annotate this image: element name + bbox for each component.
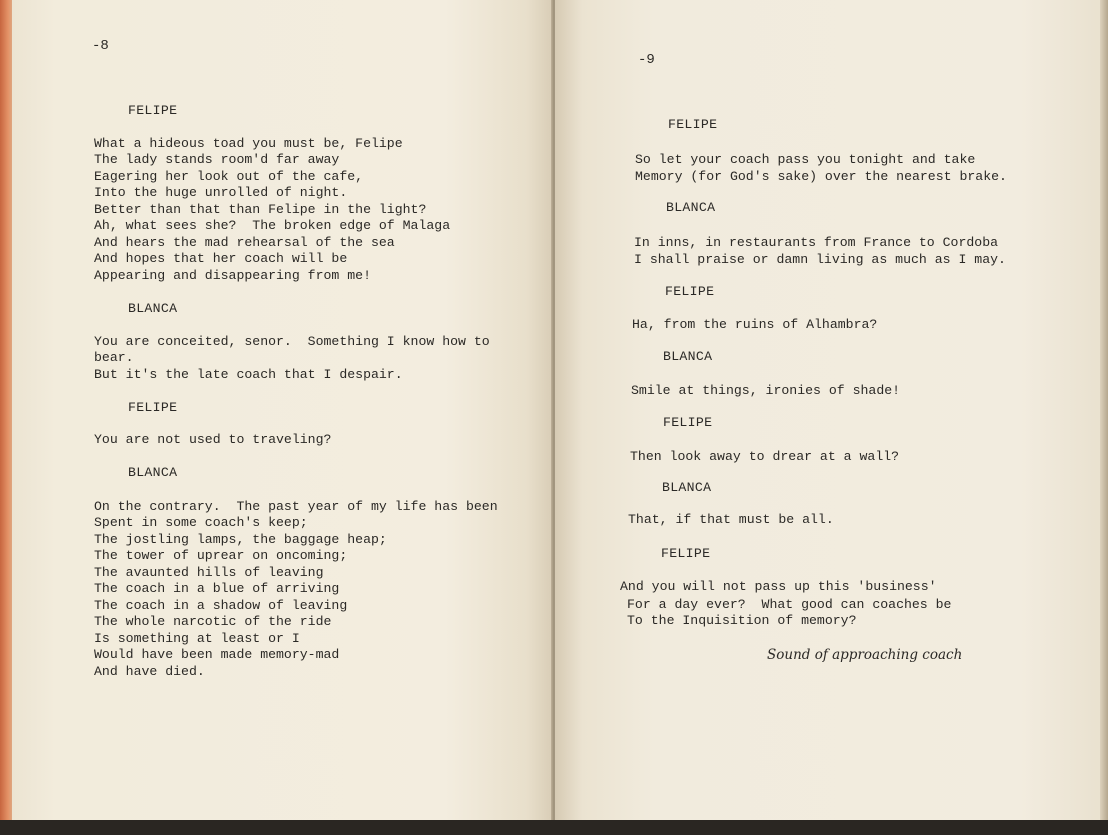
dialogue-line: And hears the mad rehearsal of the sea [94, 235, 395, 250]
dialogue-line: What a hideous toad you must be, Felipe [94, 136, 403, 151]
dialogue-line: And have died. [94, 664, 205, 679]
dialogue-line: You are not used to traveling? [94, 432, 332, 447]
speaker-name: BLANCA [662, 480, 712, 495]
speaker-name: FELIPE [665, 284, 715, 299]
page-number: -9 [638, 52, 655, 68]
dialogue-line: Smile at things, ironies of shade! [631, 383, 901, 398]
dialogue-line: The coach in a shadow of leaving [94, 598, 348, 613]
speaker-name: FELIPE [661, 546, 711, 561]
dialogue-line: Memory (for God's sake) over the nearest brake. [635, 169, 1007, 184]
speaker-name: FELIPE [663, 415, 713, 430]
dialogue-line: Appearing and disappearing from me! [94, 268, 371, 283]
dialogue-line: And you will not pass up this 'business' [620, 579, 937, 594]
dialogue-line: You are conceited, senor. Something I know how to [94, 334, 490, 349]
dialogue-line: On the contrary. The past year of my life has been [94, 499, 498, 514]
dialogue-line: The tower of uprear on oncoming; [94, 548, 348, 563]
speaker-name: BLANCA [663, 349, 713, 364]
dialogue-line: The lady stands room'd far away [94, 152, 340, 167]
dialogue-line: Ah, what sees she? The broken edge of Malaga [94, 218, 451, 233]
dialogue-line: For a day ever? What good can coaches be [627, 597, 952, 612]
dialogue-line: Is something at least or I [94, 631, 300, 646]
left-page [12, 0, 554, 822]
stage-direction: Sound of approaching coach [767, 647, 963, 663]
dialogue-line: And hopes that her coach will be [94, 251, 348, 266]
right-page [555, 0, 1103, 822]
dialogue-line: In inns, in restaurants from France to Cordoba [634, 235, 999, 250]
dialogue-line: So let your coach pass you tonight and take [635, 152, 976, 167]
dialogue-line: The jostling lamps, the baggage heap; [94, 532, 387, 547]
dialogue-line: Ha, from the ruins of Alhambra? [632, 317, 878, 332]
dialogue-line: I shall praise or damn living as much as I may. [634, 252, 1006, 267]
dialogue-line: bear. [94, 350, 134, 365]
dialogue-line: Would have been made memory-mad [94, 647, 340, 662]
dialogue-line: The coach in a blue of arriving [94, 581, 340, 596]
dialogue-line: Eagering her look out of the cafe, [94, 169, 364, 184]
dialogue-line: Spent in some coach's keep; [94, 515, 308, 530]
dialogue-line: The whole narcotic of the ride [94, 614, 332, 629]
speaker-name: FELIPE [128, 103, 178, 118]
speaker-name: BLANCA [128, 301, 178, 316]
speaker-name: BLANCA [128, 465, 178, 480]
dialogue-line: Better than that than Felipe in the light? [94, 202, 427, 217]
speaker-name: FELIPE [128, 400, 178, 415]
bottom-shadow [0, 820, 1108, 835]
dialogue-line: To the Inquisition of memory? [627, 613, 857, 628]
dialogue-line: That, if that must be all. [628, 512, 834, 527]
page-number: -8 [92, 38, 109, 54]
dialogue-line: The avaunted hills of leaving [94, 565, 324, 580]
book-edge-right [1100, 0, 1108, 822]
dialogue-line: But it's the late coach that I despair. [94, 367, 403, 382]
speaker-name: BLANCA [666, 200, 716, 215]
dialogue-line: Then look away to drear at a wall? [630, 449, 900, 464]
dialogue-line: Into the huge unrolled of night. [94, 185, 348, 200]
speaker-name: FELIPE [668, 117, 718, 132]
